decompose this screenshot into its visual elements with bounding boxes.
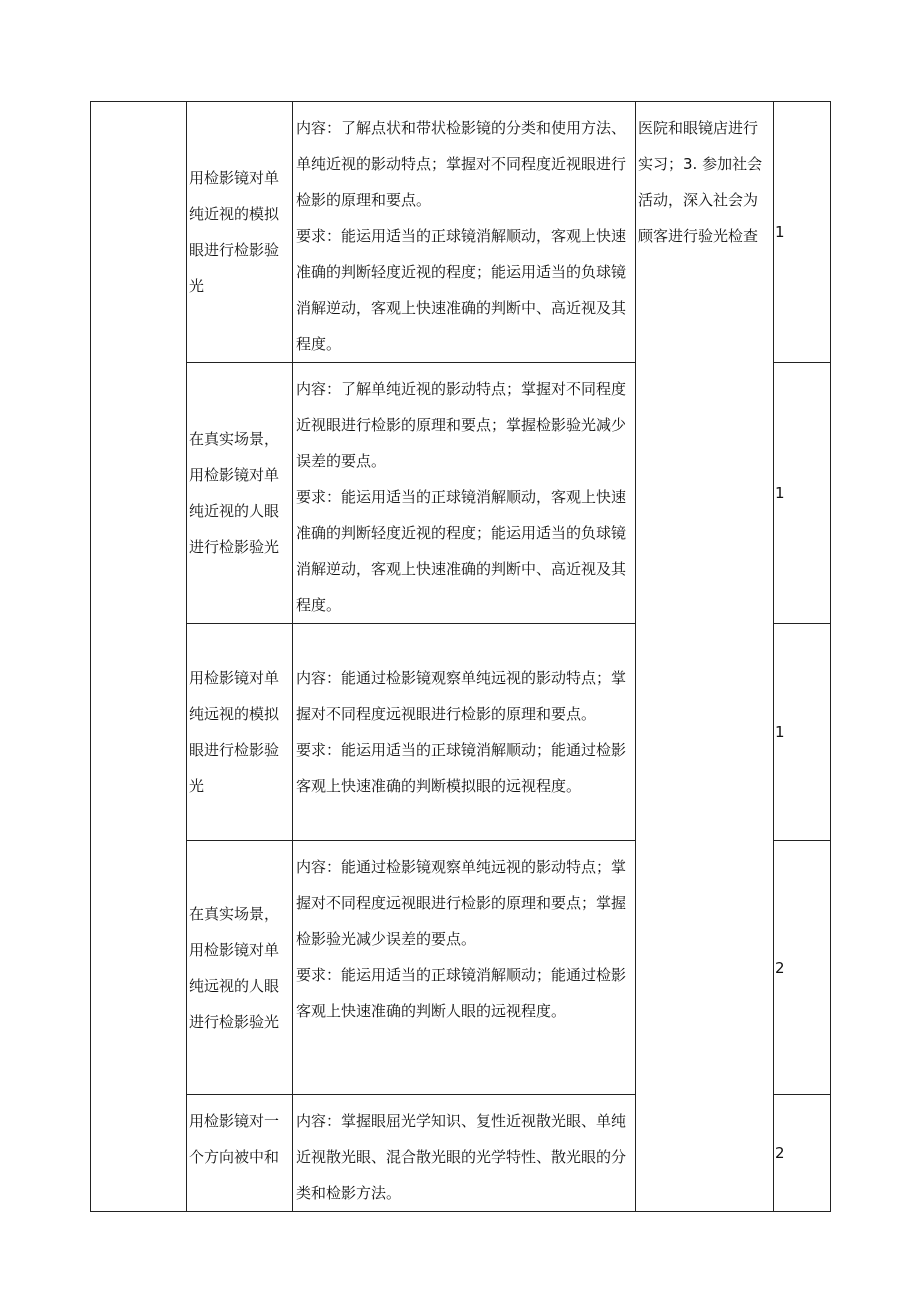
requirement-text: 要求：能运用适当的正球镜消解顺动，客观上快速准确的判断轻度近视的程度；能运用适当的负球镜消解逆动，客观上快速准确的判断中、高近视及其程度。 <box>296 488 627 614</box>
table-row <box>91 102 831 363</box>
hours-cell: 1 <box>774 624 831 841</box>
content-cell <box>293 841 636 1095</box>
hours-cell: 1 <box>774 102 831 363</box>
requirement-text: 要求：能运用适当的正球镜消解顺动，客观上快速准确的判断轻度近视的程度；能运用适当的负球镜消解逆动，客观上快速准确的判断中、高近视及其程度。 <box>296 227 627 353</box>
hours-cell: 2 <box>774 1095 831 1212</box>
teaching-plan-table <box>90 101 831 1212</box>
content-text: 内容：掌握眼屈光学知识、复性近视散光眼、单纯近视散光眼、混合散光眼的光学特性、散光眼的分类和检影方法。 <box>296 1112 627 1202</box>
content-cell <box>293 1095 636 1212</box>
content-text: 内容：了解单纯近视的影动特点；掌握对不同程度近视眼进行检影的原理和要点；掌握检影验光减少误差的要点。 <box>296 380 627 470</box>
content-text: 内容：了解点状和带状检影镜的分类和使用方法、单纯近视的影动特点；掌握对不同程度近视眼进行检影的原理和要点。 <box>296 119 627 209</box>
task-cell: 用检影镜对单纯远视的模拟眼进行检影验光 <box>187 624 293 841</box>
requirement-text: 要求：能运用适当的正球镜消解顺动；能通过检影客观上快速准确的判断人眼的远视程度。 <box>296 966 627 1020</box>
task-cell: 用检影镜对一个方向被中和 <box>187 1095 293 1212</box>
task-cell: 用检影镜对单纯近视的模拟眼进行检影验光 <box>187 102 293 363</box>
hours-cell: 1 <box>774 363 831 624</box>
content-text: 内容：能通过检影镜观察单纯远视的影动特点；掌握对不同程度远视眼进行检影的原理和要点。 <box>296 669 627 723</box>
blank-first-column <box>91 102 187 1212</box>
practice-mode-cell: 医院和眼镜店进行实习；3. 参加社会活动，深入社会为顾客进行验光检查 <box>636 102 774 1212</box>
requirement-text: 要求：能运用适当的正球镜消解顺动；能通过检影客观上快速准确的判断模拟眼的远视程度。 <box>296 741 627 795</box>
task-cell: 在真实场景，用检影镜对单纯远视的人眼进行检影验光 <box>187 841 293 1095</box>
task-cell: 在真实场景，用检影镜对单纯近视的人眼进行检影验光 <box>187 363 293 624</box>
content-cell <box>293 624 636 841</box>
content-cell <box>293 363 636 624</box>
hours-cell: 2 <box>774 841 831 1095</box>
content-cell <box>293 102 636 363</box>
content-text: 内容：能通过检影镜观察单纯远视的影动特点；掌握对不同程度远视眼进行检影的原理和要点；掌握检影验光减少误差的要点。 <box>296 858 627 948</box>
